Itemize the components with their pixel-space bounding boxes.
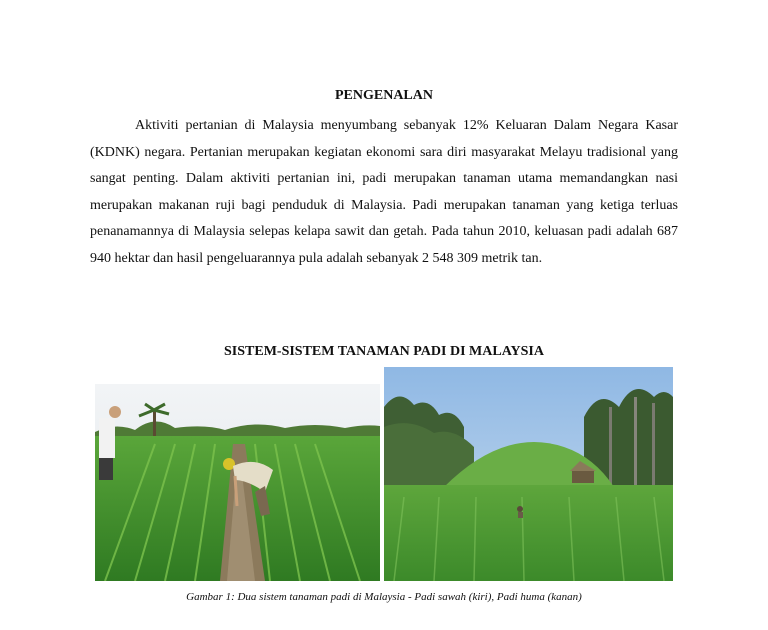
intro-paragraph-text: Aktiviti pertanian di Malaysia menyumbang sebanyak 12% Keluaran Dalam Negara Kasar (KDNK) negara. Pertanian merupakan kegiatan ekonomi sara diri masyarakat Melayu tradisional yang sangat penting. Dalam aktiviti pertanian ini, padi merupakan tanaman utama memandangkan nasi merupakan makanan ruji bagi penduduk di Malaysia. Padi merupakan tanaman yang ketiga terluas penanamannya di Malaysia selepas kelapa sawit dan getah. Pada tahun 2010, keluasan padi adalah 687 940 hektar dan hasil pengeluarannya pula adalah sebanyak 2 548 309 metrik tan. [90,118,678,266]
photo-padi-huma [384,367,673,581]
photo-padi-sawah [95,384,380,581]
intro-paragraph [90,113,678,272]
section-heading-systems: SISTEM-SISTEM TANAMAN PADI DI MALAYSIA [224,344,544,359]
figure-caption: Gambar 1: Dua sistem tanaman padi di Malaysia - Padi sawah (kiri), Padi huma (kanan) [186,591,582,603]
section-heading-intro: PENGENALAN [334,88,433,103]
